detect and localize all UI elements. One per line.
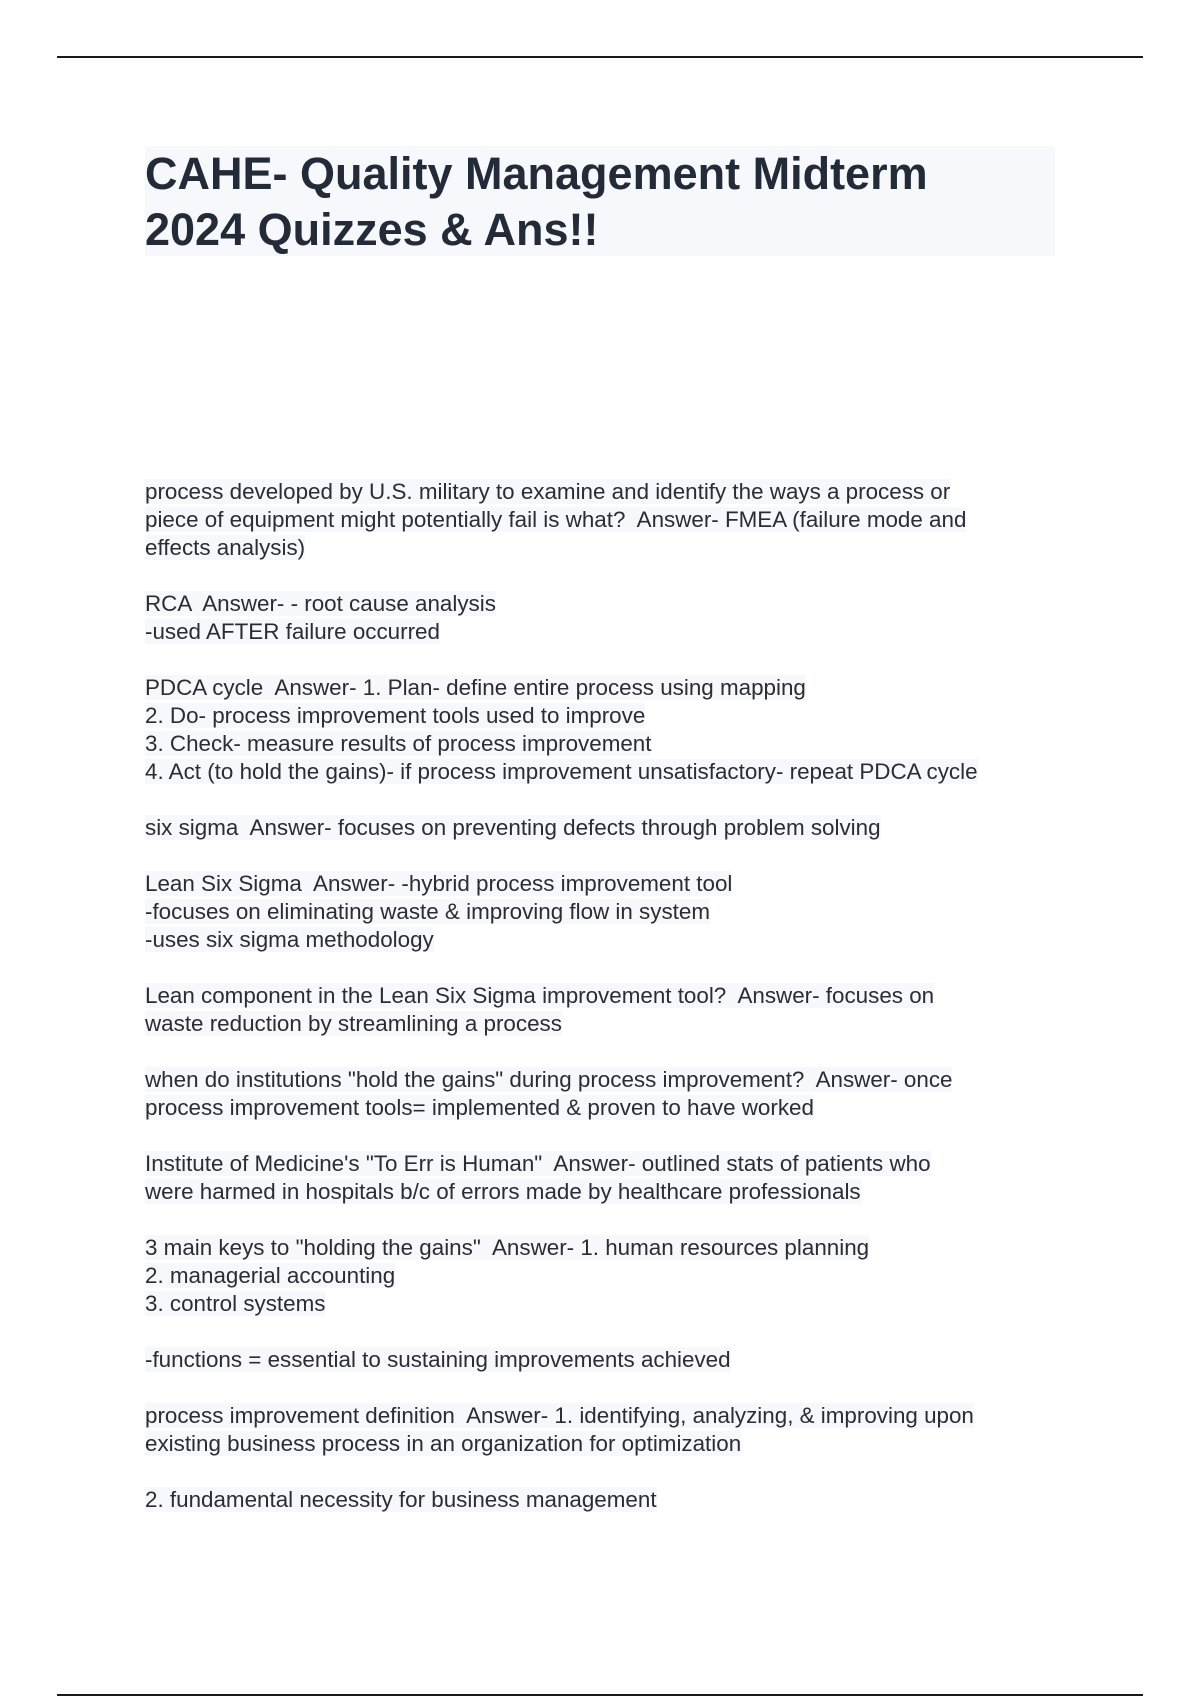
qa-line [145, 674, 1065, 702]
qa-line [145, 1262, 1065, 1290]
qa-line-text: -focuses on eliminating waste & improving flow in system [145, 899, 710, 924]
qa-list [145, 478, 1065, 1542]
qa-line [145, 1234, 1065, 1262]
qa-line [145, 1094, 1065, 1122]
qa-item [145, 1234, 1065, 1318]
qa-line-text: -used AFTER failure occurred [145, 619, 440, 644]
qa-line [145, 506, 1065, 534]
document-title [145, 146, 1055, 256]
qa-line-text: PDCA cycle Answer- 1. Plan- define entire process using mapping [145, 675, 806, 700]
qa-line-text: existing business process in an organization for optimization [145, 1431, 742, 1456]
qa-line [145, 898, 1065, 926]
qa-line-text: 2. fundamental necessity for business management [145, 1487, 657, 1512]
qa-line-text: 3. Check- measure results of process improvement [145, 731, 652, 756]
bottom-rule [57, 1694, 1143, 1696]
qa-line [145, 1150, 1065, 1178]
qa-line-text: 4. Act (to hold the gains)- if process improvement unsatisfactory- repeat PDCA cycle [145, 759, 978, 784]
qa-line [145, 1486, 1065, 1514]
qa-item [145, 1402, 1065, 1458]
qa-item [145, 1486, 1065, 1514]
qa-line-text: 3. control systems [145, 1291, 326, 1316]
qa-item [145, 982, 1065, 1038]
qa-item [145, 1346, 1065, 1374]
qa-line [145, 870, 1065, 898]
qa-line [145, 814, 1065, 842]
qa-line-text: process developed by U.S. military to examine and identify the ways a process or [145, 479, 951, 504]
qa-line [145, 1346, 1065, 1374]
qa-line [145, 1290, 1065, 1318]
qa-line [145, 1066, 1065, 1094]
qa-line-text: when do institutions "hold the gains" during process improvement? Answer- once [145, 1067, 953, 1092]
qa-line [145, 1402, 1065, 1430]
qa-item [145, 590, 1065, 646]
qa-line-text: six sigma Answer- focuses on preventing defects through problem solving [145, 815, 881, 840]
qa-line [145, 534, 1065, 562]
title-line-1: CAHE- Quality Management Midterm [145, 148, 928, 199]
qa-line-text: process improvement definition Answer- 1. identifying, analyzing, & improving upon [145, 1403, 974, 1428]
qa-item [145, 870, 1065, 954]
qa-line-text: Lean component in the Lean Six Sigma improvement tool? Answer- focuses on [145, 983, 935, 1008]
qa-line [145, 478, 1065, 506]
qa-item [145, 674, 1065, 786]
qa-line [145, 982, 1065, 1010]
qa-line-text: Lean Six Sigma Answer- -hybrid process improvement tool [145, 871, 733, 896]
qa-line [145, 1430, 1065, 1458]
qa-line-text: 2. Do- process improvement tools used to improve [145, 703, 646, 728]
qa-item [145, 814, 1065, 842]
qa-line-text: RCA Answer- - root cause analysis [145, 591, 496, 616]
qa-line-text: piece of equipment might potentially fail is what? Answer- FMEA (failure mode and [145, 507, 967, 532]
title-line-2: 2024 Quizzes & Ans!! [145, 204, 599, 255]
top-rule [57, 56, 1143, 58]
qa-line [145, 758, 1065, 786]
qa-line-text: effects analysis) [145, 535, 306, 560]
qa-line-text: -uses six sigma methodology [145, 927, 434, 952]
qa-line [145, 702, 1065, 730]
qa-line [145, 1010, 1065, 1038]
qa-line-text: Institute of Medicine's "To Err is Human" Answer- outlined stats of patients who [145, 1151, 931, 1176]
qa-item [145, 1150, 1065, 1206]
qa-item [145, 1066, 1065, 1122]
qa-line-text: -functions = essential to sustaining improvements achieved [145, 1347, 731, 1372]
qa-line-text: process improvement tools= implemented & proven to have worked [145, 1095, 814, 1120]
qa-line-text: waste reduction by streamlining a process [145, 1011, 562, 1036]
qa-line [145, 926, 1065, 954]
qa-item [145, 478, 1065, 562]
qa-line-text: were harmed in hospitals b/c of errors made by healthcare professionals [145, 1179, 861, 1204]
qa-line [145, 1178, 1065, 1206]
qa-line-text: 2. managerial accounting [145, 1263, 396, 1288]
qa-line [145, 730, 1065, 758]
qa-line [145, 590, 1065, 618]
qa-line-text: 3 main keys to "holding the gains" Answer- 1. human resources planning [145, 1235, 870, 1260]
qa-line [145, 618, 1065, 646]
